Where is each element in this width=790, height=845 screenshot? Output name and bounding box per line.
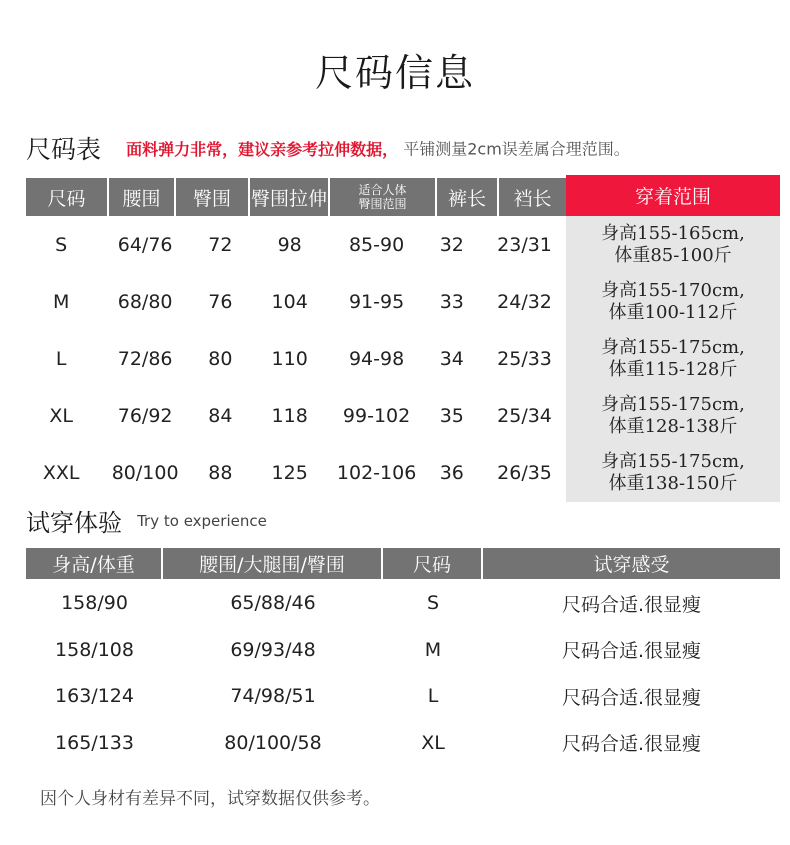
col-fit-hip-range bbox=[330, 178, 437, 216]
try-section-heading bbox=[26, 503, 267, 538]
wear-range-item bbox=[566, 444, 780, 501]
cell-rise: 24/32 bbox=[497, 290, 552, 313]
stretch-warning: 面料弹力非常，建议亲参考拉伸数据， bbox=[126, 139, 399, 159]
cell-hip-stretch: 125 bbox=[271, 461, 308, 484]
cell-waist: 68/80 bbox=[117, 290, 173, 313]
wear-range-item bbox=[566, 330, 780, 387]
cell-hip: 76 bbox=[208, 290, 233, 313]
cell-hip-stretch: 118 bbox=[271, 404, 308, 427]
table-row bbox=[26, 216, 566, 273]
cell-waist: 80/100 bbox=[111, 461, 179, 484]
cell-hip: 72 bbox=[208, 233, 233, 256]
cell-height-weight: 165/133 bbox=[55, 731, 134, 754]
wear-range-list bbox=[566, 216, 780, 501]
cell-size: XXL bbox=[42, 461, 80, 484]
col-hip: 臀围 bbox=[176, 178, 250, 216]
disclaimer-footer: 因个人身材有差异不同，试穿数据仅供参考。 bbox=[40, 789, 380, 809]
cell-size: M bbox=[52, 290, 70, 313]
cell-try-size: XL bbox=[421, 731, 445, 754]
cell-size: L bbox=[55, 347, 67, 370]
col-measurements: 腰围/大腿围/臀围 bbox=[163, 548, 383, 579]
table-row bbox=[26, 330, 566, 387]
cell-fit-hip: 99-102 bbox=[342, 404, 411, 427]
range-weight: 体重115-128斤 bbox=[608, 358, 738, 380]
col-length: 裤长 bbox=[437, 178, 499, 216]
cell-height-weight: 158/90 bbox=[61, 592, 128, 615]
cell-measurements: 69/93/48 bbox=[230, 638, 316, 661]
size-table-header bbox=[26, 178, 566, 216]
col-hip-stretch: 臀围拉伸 bbox=[250, 178, 330, 216]
cell-fit-hip: 85-90 bbox=[348, 233, 405, 256]
table-row bbox=[26, 627, 780, 674]
page-title: 尺码信息 bbox=[314, 51, 475, 95]
cell-size: S bbox=[55, 233, 68, 256]
size-section-heading bbox=[26, 130, 630, 166]
cell-length: 33 bbox=[439, 290, 464, 313]
cell-try-size: M bbox=[424, 638, 442, 661]
cell-fit-hip: 91-95 bbox=[348, 290, 405, 313]
table-row bbox=[26, 720, 780, 767]
range-height: 身高155-175cm, bbox=[601, 450, 745, 472]
cell-hip: 88 bbox=[208, 461, 233, 484]
cell-fit-hip: 102-106 bbox=[336, 461, 417, 484]
cell-hip: 84 bbox=[208, 404, 233, 427]
cell-feeling: 尺码合适.很显瘦 bbox=[561, 593, 702, 616]
cell-fit-hip: 94-98 bbox=[348, 347, 405, 370]
cell-hip-stretch: 104 bbox=[271, 290, 308, 313]
wear-range-header: 穿着范围 bbox=[566, 175, 780, 216]
cell-try-size: S bbox=[426, 592, 440, 615]
cell-measurements: 65/88/46 bbox=[230, 592, 316, 615]
table-row bbox=[26, 387, 566, 444]
col-fit-line1: 适合人体 bbox=[358, 183, 407, 197]
range-weight: 体重138-150斤 bbox=[608, 472, 738, 494]
cell-feeling: 尺码合适.很显瘦 bbox=[561, 686, 702, 709]
table-row bbox=[26, 673, 780, 720]
cell-rise: 23/31 bbox=[497, 233, 552, 256]
range-height: 身高155-170cm, bbox=[601, 279, 745, 301]
cell-length: 34 bbox=[439, 347, 464, 370]
range-height: 身高155-175cm, bbox=[601, 336, 745, 358]
cell-length: 35 bbox=[439, 404, 464, 427]
cell-length: 36 bbox=[439, 461, 464, 484]
cell-rise: 25/34 bbox=[497, 404, 552, 427]
cell-length: 32 bbox=[439, 233, 464, 256]
cell-hip-stretch: 110 bbox=[271, 347, 308, 370]
cell-hip-stretch: 98 bbox=[277, 233, 302, 256]
col-rise: 裆长 bbox=[513, 187, 552, 210]
cell-try-size: L bbox=[427, 685, 439, 708]
cell-hip: 80 bbox=[208, 347, 233, 370]
col-fit-line2: 臀围范围 bbox=[358, 197, 407, 211]
cell-feeling: 尺码合适.很显瘦 bbox=[561, 640, 702, 663]
range-height: 身高155-165cm, bbox=[601, 222, 745, 244]
table-row bbox=[26, 580, 780, 627]
range-weight: 体重85-100斤 bbox=[614, 244, 732, 266]
cell-waist: 72/86 bbox=[117, 347, 173, 370]
cell-rise: 25/33 bbox=[497, 347, 552, 370]
try-table-body bbox=[26, 580, 780, 766]
cell-waist: 64/76 bbox=[117, 233, 173, 256]
col-feeling: 试穿感受 bbox=[593, 554, 670, 576]
try-title: 试穿体验 bbox=[26, 509, 122, 537]
wear-range-item bbox=[566, 387, 780, 444]
range-height: 身高155-175cm, bbox=[601, 393, 745, 415]
wear-range-item bbox=[566, 216, 780, 273]
col-size: 尺码 bbox=[26, 178, 109, 216]
size-table-title: 尺码表 bbox=[26, 135, 102, 164]
cell-size: XL bbox=[49, 404, 73, 427]
cell-rise: 26/35 bbox=[497, 461, 552, 484]
col-try-size: 尺码 bbox=[383, 548, 483, 579]
range-weight: 体重100-112斤 bbox=[608, 301, 738, 323]
col-waist: 腰围 bbox=[109, 178, 176, 216]
table-row bbox=[26, 273, 566, 330]
try-title-en: Try to experience bbox=[137, 511, 267, 530]
cell-measurements: 74/98/51 bbox=[230, 685, 316, 708]
range-weight: 体重128-138斤 bbox=[608, 415, 738, 437]
cell-feeling: 尺码合适.很显瘦 bbox=[561, 733, 702, 756]
cell-height-weight: 163/124 bbox=[55, 685, 134, 708]
col-height-weight: 身高/体重 bbox=[26, 548, 163, 579]
measurement-note: 平铺测量2cm误差属合理范围。 bbox=[403, 139, 630, 159]
cell-waist: 76/92 bbox=[117, 404, 173, 427]
cell-measurements: 80/100/58 bbox=[224, 731, 322, 754]
wear-range-item bbox=[566, 273, 780, 330]
cell-height-weight: 158/108 bbox=[55, 638, 134, 661]
size-table-body bbox=[26, 216, 566, 501]
table-row bbox=[26, 444, 566, 501]
try-table-header bbox=[26, 548, 780, 579]
